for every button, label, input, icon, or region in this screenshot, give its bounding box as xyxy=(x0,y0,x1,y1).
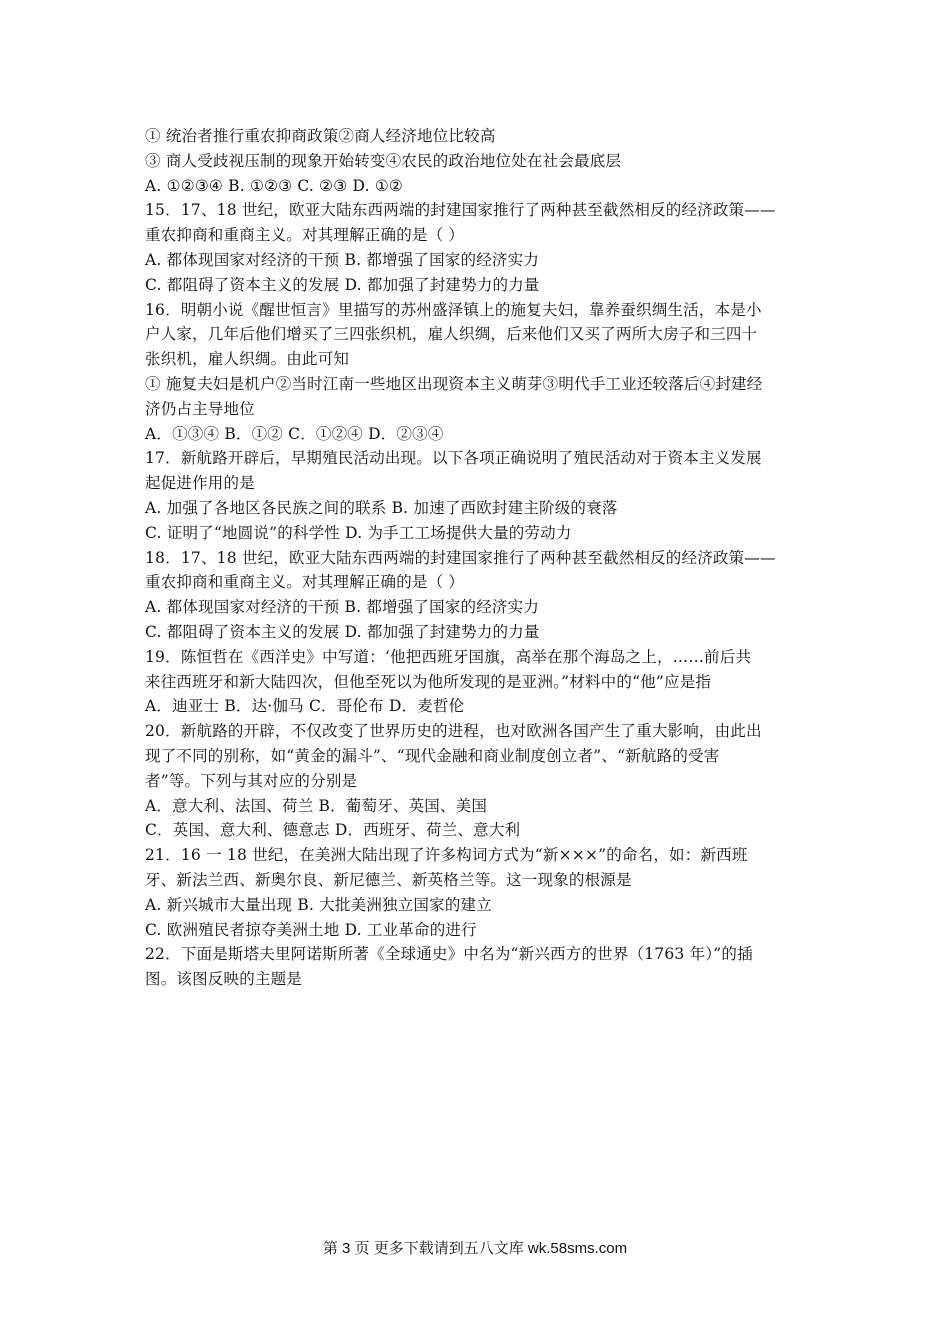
question-18: 18．17、18 世纪，欧亚大陆东西两端的封建国家推行了两种甚至截然相反的经济政策—— xyxy=(145,548,776,567)
answer-options: A. 都体现国家对经济的干预 B. 都增强了国家的经济实力 xyxy=(145,598,540,617)
text-line: 重农抑商和重商主义。对其理解正确的是（ ） xyxy=(145,573,465,592)
text-line: ③ 商人受歧视压制的现象开始转变④农民的政治地位处在社会最底层 xyxy=(145,151,622,170)
page-footer: 第 3 页 更多下载请到五八文库 wk.58sms.com xyxy=(322,1240,628,1257)
answer-options: A. 加强了各地区各民族之间的联系 B. 加速了西欧封建主阶级的衰落 xyxy=(145,498,618,517)
answer-options: A. 新兴城市大量出现 B. 大批美洲独立国家的建立 xyxy=(145,895,492,914)
answer-options: A．意大利、法国、荷兰 B．葡萄牙、英国、美国 xyxy=(145,796,488,815)
answer-options: C. 都阻碍了资本主义的发展 D. 都加强了封建势力的力量 xyxy=(145,622,540,641)
text-line: 重农抑商和重商主义。对其理解正确的是（ ） xyxy=(145,226,465,245)
text-line: 现了不同的别称，如“黄金的漏斗”、“现代金融和商业制度创立者”、“新航路的受害 xyxy=(145,746,720,765)
answer-options: C. 欧洲殖民者掠夺美洲土地 D. 工业革命的进行 xyxy=(145,920,477,939)
document-body xyxy=(145,124,815,992)
answer-options: A. ①②③④ B. ①②③ C. ②③ D. ①② xyxy=(145,176,404,195)
question-21: 21．16 一 18 世纪，在美洲大陆出现了许多构词方式为“新×××”的命名，如：新西班 xyxy=(145,846,748,865)
text-line: 来往西班牙和新大陆四次，但他至死以为他所发现的是亚洲。”材料中的“他”应是指 xyxy=(145,672,712,691)
text-line: 者”等。下列与其对应的分别是 xyxy=(145,771,358,790)
text-line: 张织机，雇人织绸。由此可知 xyxy=(145,350,350,369)
answer-options: A. 都体现国家对经济的干预 B. 都增强了国家的经济实力 xyxy=(145,250,540,269)
text-line: ① 统治者推行重农抑商政策②商人经济地位比较高 xyxy=(145,127,496,145)
text-line: 起促进作用的是 xyxy=(145,474,255,493)
question-17: 17．新航路开辟后，早期殖民活动出现。以下各项正确说明了殖民活动对于资本主义发展 xyxy=(145,449,762,468)
answer-options: A．①③④ B．①② C．①②④ D．②③④ xyxy=(145,424,444,443)
answer-options: C. 证明了“地圆说”的科学性 D. 为手工工场提供大量的劳动力 xyxy=(145,523,572,542)
answer-options: A．迪亚士 B．达·伽马 C．哥伦布 D．麦哲伦 xyxy=(145,697,465,716)
question-19: 19．陈恒哲在《西洋史》中写道：‘他把西班牙国旗，高举在那个海岛之上，……前后共 xyxy=(145,647,752,666)
text-line: 图。该图反映的主题是 xyxy=(145,970,303,989)
answer-options: C．英国、意大利、德意志 D．西班牙、荷兰、意大利 xyxy=(145,821,521,840)
answer-options: C. 都阻碍了资本主义的发展 D. 都加强了封建势力的力量 xyxy=(145,275,540,294)
text-line: ① 施复夫妇是机户②当时江南一些地区出现资本主义萌芽③明代手工业还较落后④封建经 xyxy=(145,374,763,393)
question-15: 15．17、18 世纪，欧亚大陆东西两端的封建国家推行了两种甚至截然相反的经济政策—— xyxy=(145,201,776,220)
question-20: 20．新航路的开辟，不仅改变了世界历史的进程，也对欧洲各国产生了重大影响，由此出 xyxy=(145,722,762,741)
question-22: 22．下面是斯塔夫里阿诺斯所著《全球通史》中名为“新兴西方的世界（1763 年）”的插 xyxy=(145,945,753,964)
question-16: 16．明朝小说《醒世恒言》里描写的苏州盛泽镇上的施复夫妇，靠养蚕织绸生活，本是小 xyxy=(145,300,762,319)
text-line: 牙、新法兰西、新奥尔良、新尼德兰、新英格兰等。这一现象的根源是 xyxy=(145,870,632,889)
text-line: 户人家，几年后他们增买了三四张织机，雇人织绸，后来他们又买了两所大房子和三四十 xyxy=(145,325,758,344)
text-line: 济仍占主导地位 xyxy=(145,399,255,418)
